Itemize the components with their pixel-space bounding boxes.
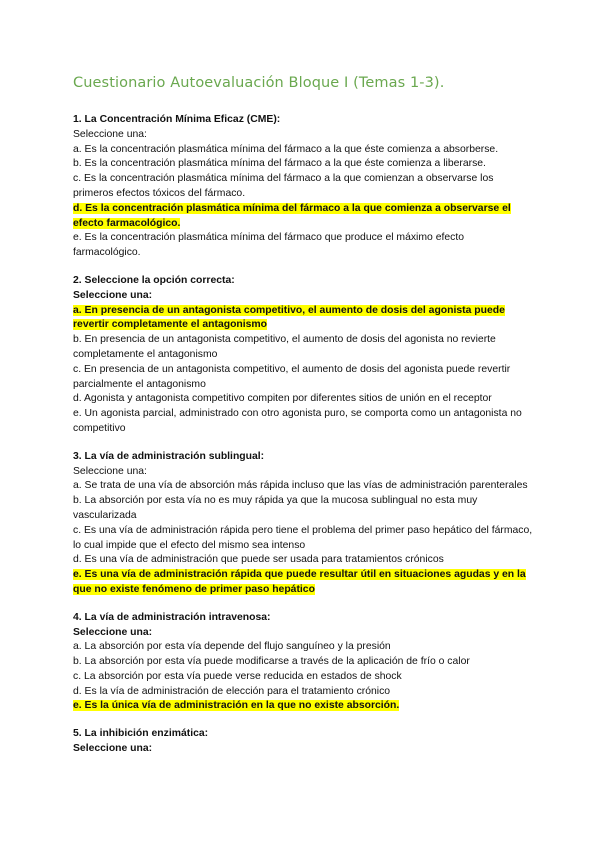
question-prompt: Seleccione una: xyxy=(73,289,153,301)
question-prompt: Seleccione una: xyxy=(73,626,153,638)
question-prompt: Seleccione una: xyxy=(73,128,147,140)
answer-option: c. Es una vía de administración rápida pero tiene el problema del primer paso hepático del fármaco, lo cual impide que el efecto del mismo sea intenso xyxy=(73,524,533,551)
correct-answer-option xyxy=(73,202,533,232)
question-list xyxy=(73,113,533,770)
question-title: 3. La vía de administración sublingual: xyxy=(73,450,265,462)
question-title: 5. La inhibición enzimática: xyxy=(73,728,209,740)
answer-option: a. Es la concentración plasmática mínima del fármaco a la que éste comienza a absorberse. xyxy=(73,143,499,155)
question-title: 2. Seleccione la opción correcta: xyxy=(73,274,235,286)
question-block xyxy=(73,113,533,261)
answer-option: b. Es la concentración plasmática mínima del fármaco a la que éste comienza a liberarse. xyxy=(73,158,486,170)
answer-option: a. La absorción por esta vía depende del flujo sanguíneo y la presión xyxy=(73,641,391,653)
correct-answer-option xyxy=(73,568,533,598)
answer-option: e. Es la concentración plasmática mínima del fármaco que produce el máximo efecto farmacológico. xyxy=(73,232,464,259)
answer-option: d. Agonista y antagonista competitivo compiten por diferentes sitios de unión en el receptor xyxy=(73,393,492,405)
answer-highlight: a. En presencia de un antagonista competitivo, el aumento de dosis del agonista puede revertir completamente el antagonismo xyxy=(73,304,505,331)
answer-option: d. Es la vía de administración de elección para el tratamiento crónico xyxy=(73,685,391,697)
correct-answer-option xyxy=(73,699,533,714)
answer-option: e. Un agonista parcial, administrado con otro agonista puro, se comporta como un antagonista no competitivo xyxy=(73,408,522,434)
question-title: 4. La vía de administración intravenosa: xyxy=(73,611,271,623)
answer-option: c. Es la concentración plasmática mínima del fármaco a la que comienzan a observarse los primeros efectos tóxicos del fármaco. xyxy=(73,173,494,199)
answer-option: d. Es una vía de administración que puede ser usada para tratamientos crónicos xyxy=(73,554,444,566)
answer-option: b. La absorción por esta vía no es muy rápida ya que la mucosa sublingual no esta muy vascularizada xyxy=(73,495,478,521)
document-title: Cuestionario Autoevaluación Bloque I (Temas 1-3). xyxy=(73,75,445,91)
question-block xyxy=(73,727,533,757)
answer-option: c. La absorción por esta vía puede verse reducida en estados de shock xyxy=(73,670,402,682)
question-block xyxy=(73,274,533,437)
correct-answer-option xyxy=(73,304,533,334)
answer-option: c. En presencia de un antagonista competitivo, el aumento de dosis del agonista puede revertir parcialmente el antagonismo xyxy=(73,363,511,390)
question-block xyxy=(73,611,533,715)
answer-highlight: e. Es una vía de administración rápida que puede resultar útil en situaciones agudas y en la que no existe fenómeno de primer paso hepático xyxy=(73,569,526,595)
question-title: 1. La Concentración Mínima Eficaz (CME): xyxy=(73,114,281,125)
question-prompt: Seleccione una: xyxy=(73,743,153,755)
question-prompt: Seleccione una: xyxy=(73,465,147,477)
answer-option: b. En presencia de un antagonista competitivo, el aumento de dosis del agonista no revierte completamente el antagonismo xyxy=(73,334,496,360)
answer-option: b. La absorción por esta vía puede modificarse a través de la aplicación de frío o calor xyxy=(73,656,470,668)
question-block xyxy=(73,450,533,598)
answer-highlight: e. Es la única vía de administración en la que no existe absorción. xyxy=(73,700,400,712)
answer-highlight: d. Es la concentración plasmática mínima del fármaco a la que comienza a observarse el efecto farmacológico. xyxy=(73,202,511,229)
answer-option: a. Se trata de una vía de absorción más rápida incluso que las vías de administración parenterales xyxy=(73,480,528,492)
